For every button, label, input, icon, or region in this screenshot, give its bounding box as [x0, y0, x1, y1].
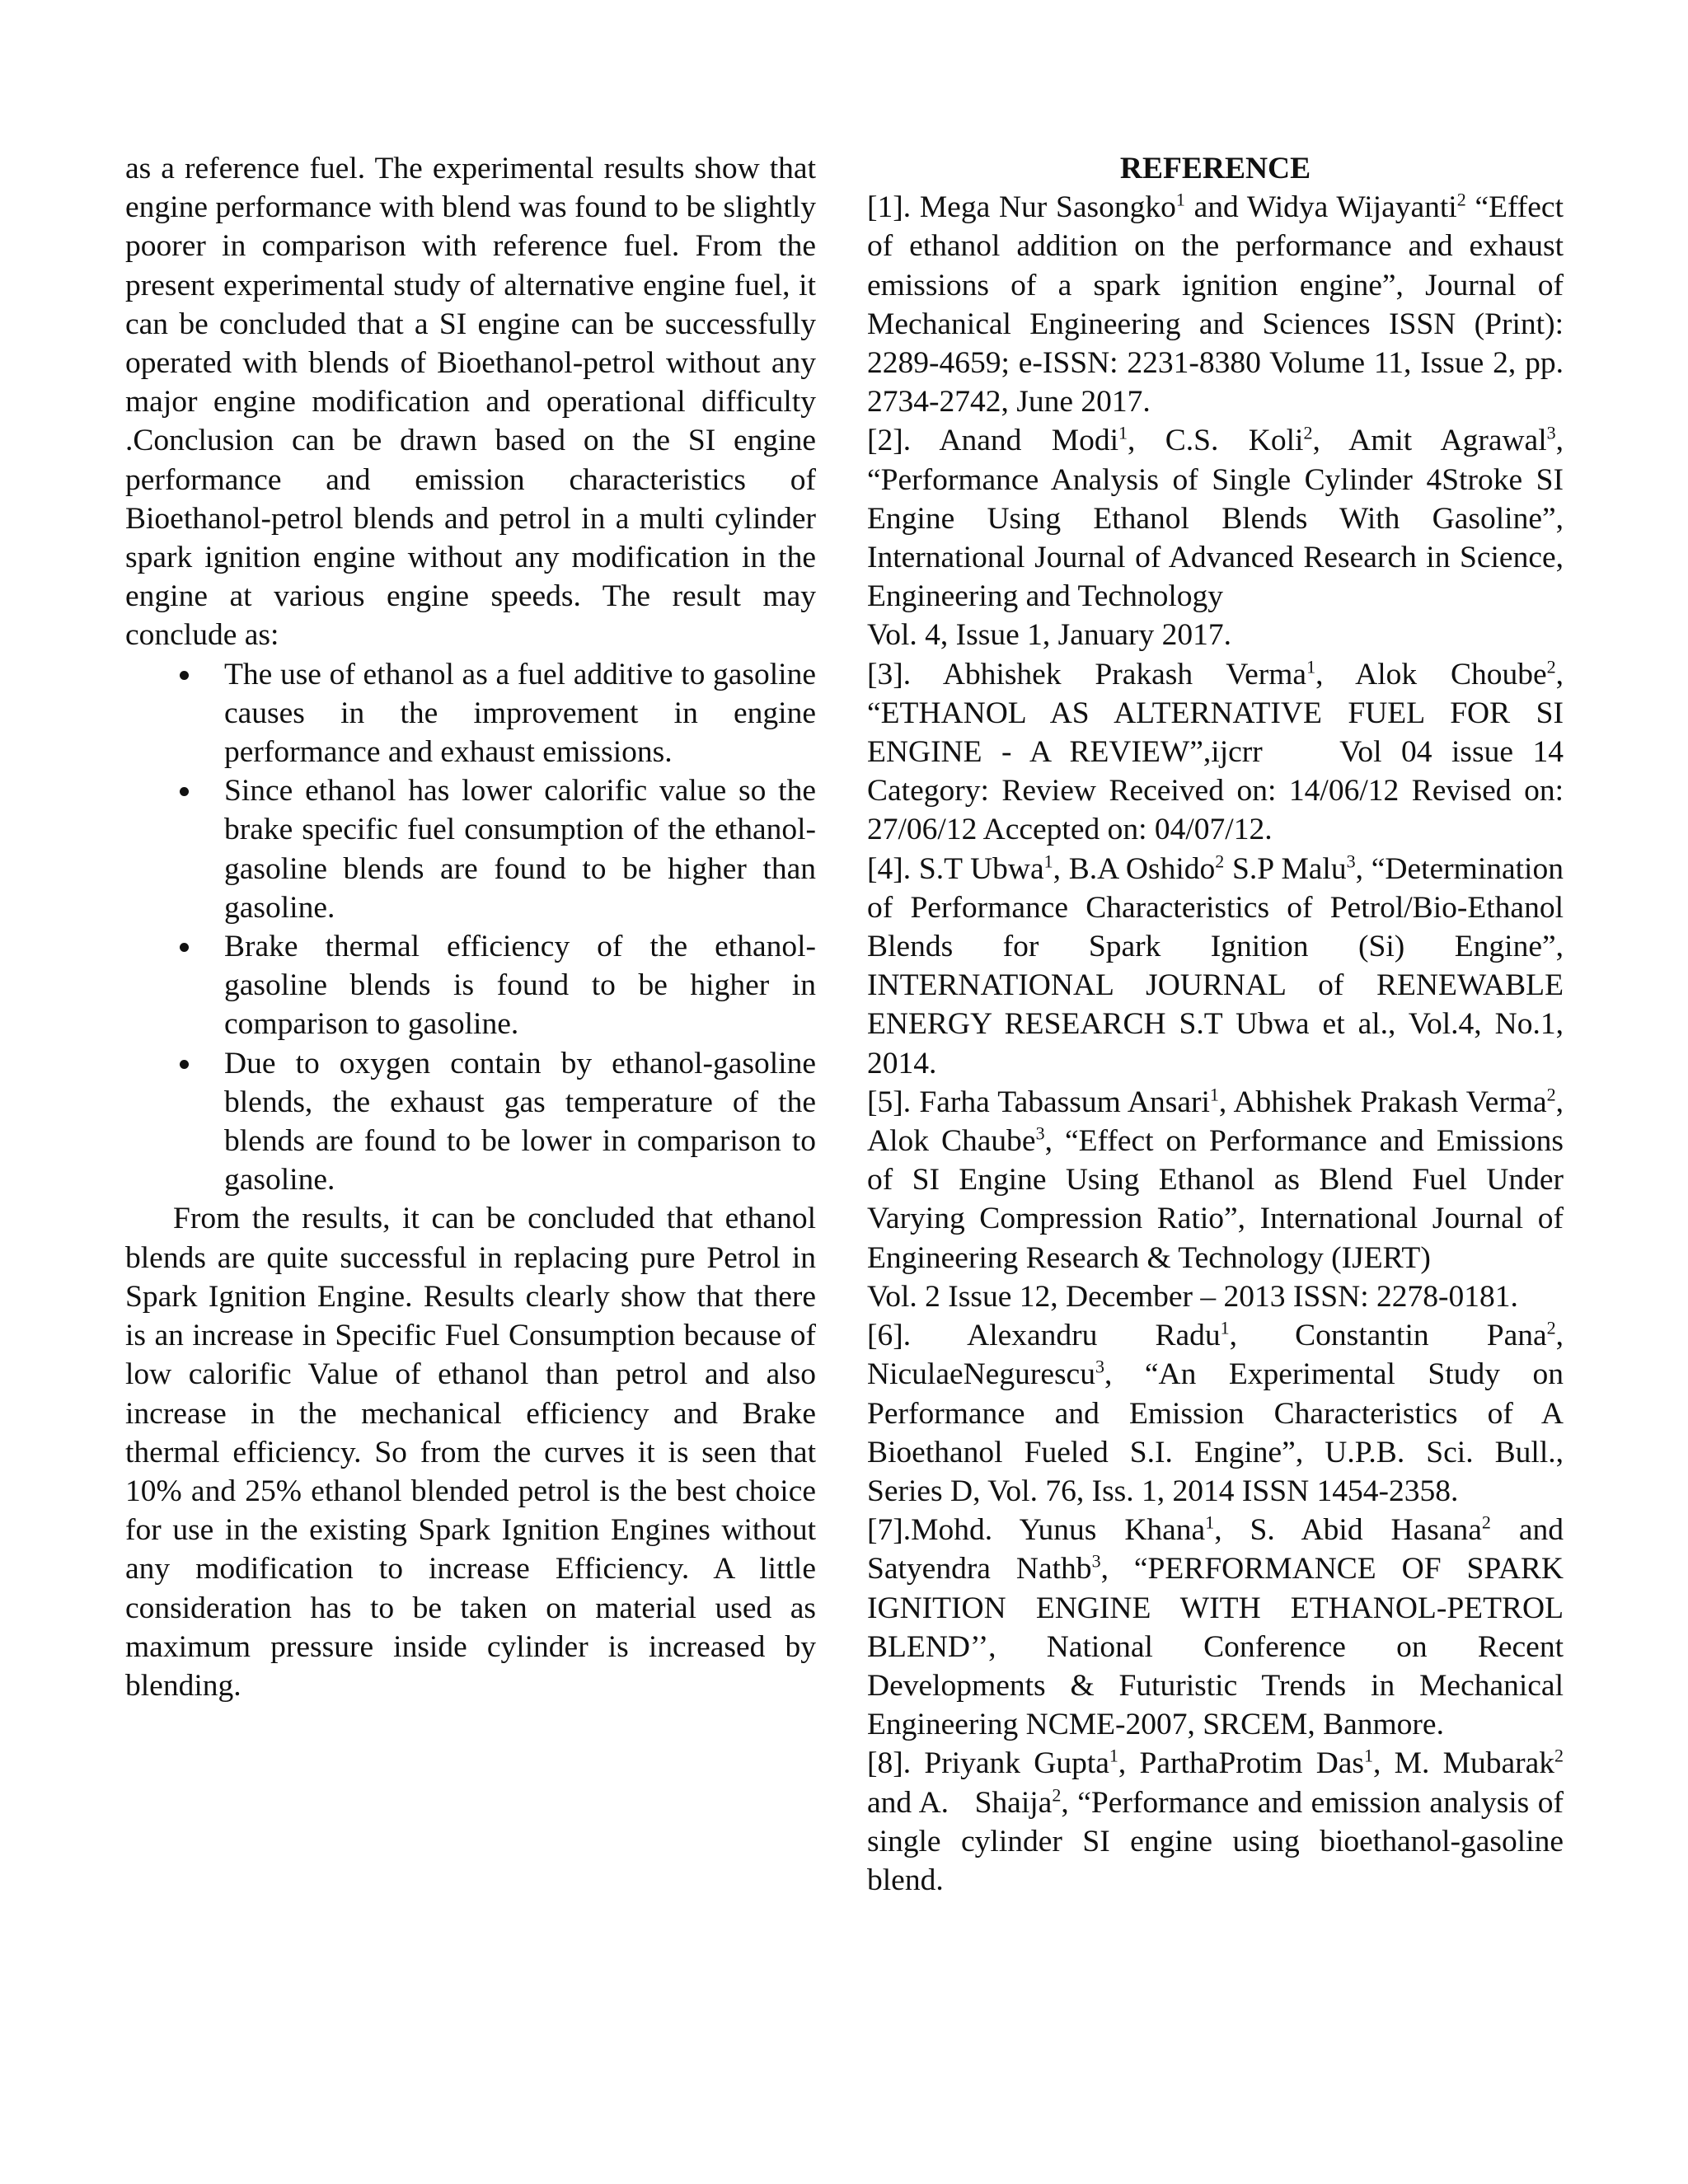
reference-item-2: [2]. Anand Modi$^1$, C.S. Koli$^2$, Amit Agrawal$^3$, “Performance Analysis of Single Cylinder 4Stroke SI Engine Using Ethanol Blends With Gasoline”, International Journal of Advanced Research in Science, Engineering and Technology: [867, 422, 1564, 614]
reference-item-2-volume: Vol. 4, Issue 1, January 2017.: [867, 618, 1231, 653]
conclusion-bullet-list: [125, 655, 816, 1200]
bullet-item: [125, 655, 816, 772]
reference-item-6: [6]. Alexandru Radu$^1$, Constantin Pana$^2$, NiculaeNegurescu$^3$, “An Experimental Study on Performance and Emission Characteristics of A Bioethanol Fueled S.I. Engine”, U.P.B. Sci. Bull., Series D, Vol. 76, Iss. 1, 2014 ISSN 1454-2358.: [867, 1317, 1564, 1508]
reference-item-4: [4]. S.T Ubwa$^1$, B.A Oshido$^2$ S.P Malu$^3$, “Determination of Performance Characteristics of Petrol/Bio-Ethanol Blends for Spark Ignition (Si) Engine”, INTERNATIONAL JOURNAL of RENEWABLE ENERGY RESEARCH S.T Ubwa et al., Vol.4, No.1, 2014.: [867, 851, 1564, 1080]
bullet-icon: [180, 1060, 189, 1069]
reference-item-7: [7].Mohd. Yunus Khana$^1$, S. Abid Hasana$^2$ and Satyendra Nathb$^3$, “PERFORMANCE OF SPARK IGNITION ENGINE WITH ETHANOL-PETROL BLEND’’, National Conference on Recent Developments & Futuristic Trends in Mechanical Engineering NCME-2007, SRCEM, Banmore.: [867, 1511, 1564, 1742]
reference-item-5: [5]. Farha Tabassum Ansari$^1$, Abhishek Prakash Verma$^2$, Alok Chaube$^3$, “Effect on Performance and Emissions of SI Engine Using Ethanol as Blend Fuel Under Varying Compression Ratio”, International Journal of Engineering Research & Technology (IJERT): [867, 1084, 1564, 1275]
bullet-icon: [180, 943, 189, 952]
bullet-text: Due to oxygen contain by ethanol-gasoline blends, the exhaust gas temperature of the blends are found to be lower in comparison to gasoline.: [224, 1046, 816, 1197]
bullet-text: Since ethanol has lower calorific value so the brake specific fuel consumption of the ethanol-gasoline blends are found to be higher than gasoline.: [224, 774, 816, 925]
references-heading: REFERENCE: [1119, 152, 1311, 185]
closing-paragraph: From the results, it can be concluded that ethanol blends are quite successful in replacing pure Petrol in Spark Ignition Engine. Results clearly show that there is an increase in Specific Fuel Consumption because of low calorific Value of ethanol than petrol and also increase in the mechanical efficiency and Brake thermal efficiency. So from the curves it is seen that 10% and 25% ethanol blended petrol is the best choice for use in the existing Spark Ignition Engines without any modification to increase Efficiency. A little consideration has to be taken on material used as maximum pressure inside cylinder is increased by blending.: [125, 1202, 816, 1703]
reference-item-1: [1]. Mega Nur Sasongko$^1$ and Widya Wijayanti$^2$ “Effect of ethanol addition on the performance and exhaust emissions of a spark ignition engine”, Journal of Mechanical Engineering and Sciences ISSN (Print): 2289-4659; e-ISSN: 2231-8380 Volume 11, Issue 2, pp. 2734-2742, June 2017.: [867, 189, 1564, 419]
bullet-item: [125, 1044, 816, 1200]
bullet-text: Brake thermal efficiency of the ethanol-gasoline blends is found to be higher in comparison to gasoline.: [224, 930, 816, 1042]
bullet-item: [125, 771, 816, 927]
references-column: [867, 149, 1564, 1900]
bullet-text: The use of ethanol as a fuel additive to gasoline causes in the improvement in engine performance and exhaust emissions.: [224, 657, 816, 770]
reference-item-8: [8]. Priyank Gupta$^1$, ParthaProtim Das$^1$, M. Mubarak$^2$ and A. Shaija$^2$, “Performance and emission analysis of single cylinder SI engine using bioethanol-gasoline blend.: [867, 1745, 1564, 1897]
reference-item-3: [3]. Abhishek Prakash Verma$^1$, Alok Choube$^2$, “ETHANOL AS ALTERNATIVE FUEL FOR SI ENGINE - A REVIEW”,ijcrr Vol 04 issue 14 Category: Review Received on: 14/06/12 Revised on: 27/06/12 Accepted on: 04/07/12.: [867, 656, 1564, 847]
reference-item-5-volume: Vol. 2 Issue 12, December – 2013 ISSN: 2278-0181.: [867, 1279, 1518, 1314]
bullet-icon: [180, 671, 189, 680]
conclusion-paragraph: as a reference fuel. The experimental results show that engine performance with blend was found to be slightly poorer in comparison with reference fuel. From the present experimental study of alternative engine fuel, it can be concluded that a SI engine can be successfully operated with blends of Bioethanol-petrol without any major engine modification and operational difficulty .Conclusion can be drawn based on the SI engine performance and emission characteristics of Bioethanol-petrol blends and petrol in a multi cylinder spark ignition engine without any modification in the engine at various engine speeds. The result may conclude as:: [125, 152, 816, 653]
bullet-item: [125, 927, 816, 1044]
left-column: [125, 149, 816, 1705]
bullet-icon: [180, 787, 189, 796]
